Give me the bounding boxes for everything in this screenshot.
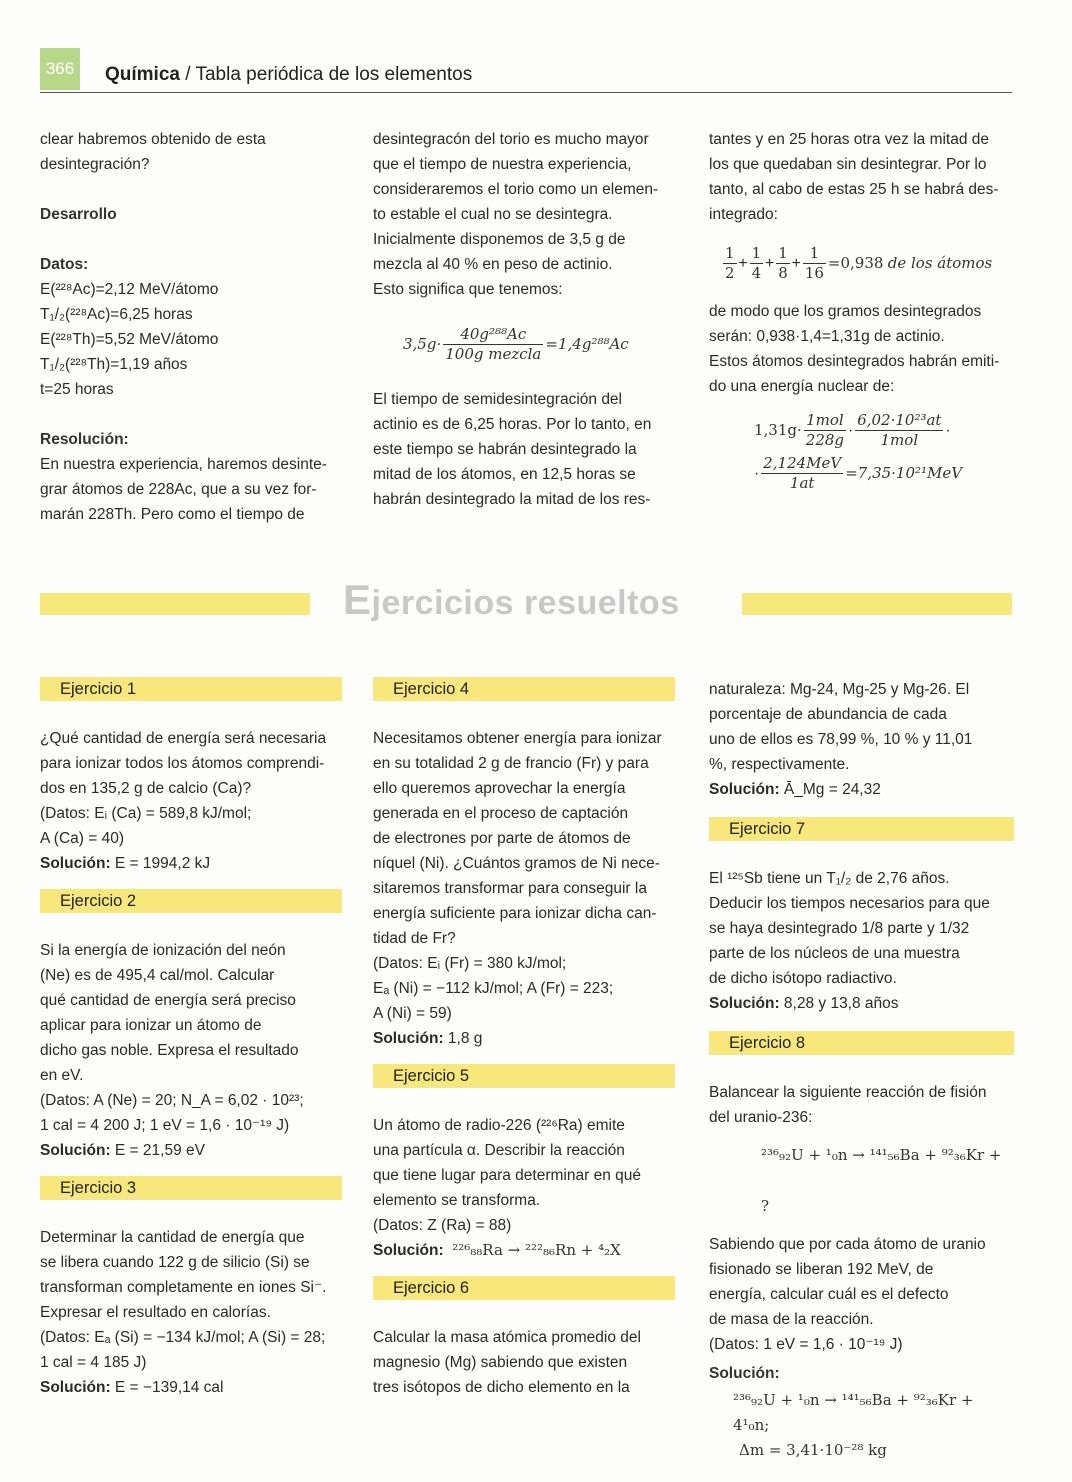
heading-resolucion: Resolución:	[40, 431, 129, 448]
text-line: actinio es de 6,25 horas. Por lo tanto, en	[373, 416, 652, 433]
banner-band-right	[742, 593, 1012, 615]
text-line: sitaremos transformar para conseguir la	[373, 880, 647, 897]
text-line: Eₐ (Ni) = −112 kJ/mol; A (Fr) = 223;	[373, 980, 614, 997]
equation-sum: $\frac{1}{2}$ + $\frac{1}{4}$ + $\frac{1}{8}$ + $\frac{1}{16}$ =0,938 de los átomos	[725, 243, 993, 282]
text-line: dicho gas noble. Expresa el resultado	[40, 1042, 299, 1059]
energy-result: =7,35·10²¹MeV	[845, 464, 963, 482]
text-line: Calcular la masa atómica promedio del	[373, 1329, 641, 1346]
text-line: este tiempo se habrán desintegrado la	[373, 441, 637, 458]
exercise-3-label: Ejercicio 3	[40, 1176, 342, 1200]
section-title-initial: E	[343, 576, 372, 623]
text-line: uno de ellos es 78,99 %, 10 % y 11,01	[709, 731, 973, 748]
text-line: to estable el cual no se desintegra.	[373, 206, 613, 223]
text-line: Expresar el resultado en calorías.	[40, 1304, 271, 1321]
text-line: Balancear la siguiente reacción de fisión	[709, 1084, 987, 1101]
text-line: %, respectivamente.	[709, 756, 850, 773]
header-rule	[40, 92, 1012, 93]
top-column-3	[709, 127, 1019, 493]
exercise-2-label: Ejercicio 2	[40, 889, 342, 913]
text-line: para ionizar todos los átomos comprendi-	[40, 755, 325, 772]
text-line: integrado:	[709, 206, 778, 223]
frac-sixteenth: $\frac{1}{16}$	[804, 243, 824, 282]
text-line: Un átomo de radio-226 (²²⁶Ra) emite	[373, 1117, 625, 1134]
header-separator: /	[179, 64, 196, 85]
frac-mol: $\frac{\text{1mol}}{228g}$	[805, 411, 845, 449]
exercise-7-label: Ejercicio 7	[709, 817, 1014, 841]
data-line: E(²²⁸Th)=5,52 MeV/átomo	[40, 331, 219, 348]
section-title-rest: jercicios resueltos	[371, 584, 680, 622]
exercise-column-3	[709, 677, 1014, 1463]
text-line: En nuestra experiencia, haremos desinte-	[40, 456, 327, 473]
text-line: parte de los núcleos de una muestra	[709, 945, 960, 962]
text-line: (Datos: Eᵢ (Ca) = 589,8 kJ/mol;	[40, 805, 252, 822]
exercise-7-solution: Solución: 8,28 y 13,8 años	[709, 995, 899, 1012]
text-line: se libera cuando 122 g de silicio (Si) se	[40, 1254, 310, 1271]
text-line: marán 228Th. Pero como el tiempo de	[40, 506, 305, 523]
text-line: Deducir los tiempos necesarios para que	[709, 895, 990, 912]
text-line: (Datos: Eₐ (Si) = −134 kJ/mol; A (Si) = 28;	[40, 1329, 326, 1346]
text-line: qué cantidad de energía será preciso	[40, 992, 296, 1009]
eq-lhs: 3,5g·	[403, 335, 442, 353]
text-line: del uranio-236:	[709, 1109, 813, 1126]
exercise-1-solution: Solución: E = 1994,2 kJ	[40, 855, 211, 872]
text-line: serán: 0,938·1,4=1,31g de actinio.	[709, 328, 945, 345]
text-line: los que quedaban sin desintegrar. Por lo	[709, 156, 987, 173]
exercise-column-2	[373, 677, 675, 1400]
text-line: tres isótopos de dicho elemento en la	[373, 1379, 630, 1396]
text-line: magnesio (Mg) sabiendo que existen	[373, 1354, 628, 1371]
frac-energy: $\frac{\text{2,124MeV}}{1at}$	[763, 454, 842, 492]
data-line: E(²²⁸Ac)=2,12 MeV/átomo	[40, 281, 219, 298]
exercise-2-solution: Solución: E = 21,59 eV	[40, 1142, 205, 1159]
banner-band-left	[40, 593, 310, 615]
text-line: Esto significa que tenemos:	[373, 281, 563, 298]
header-section: Tabla periódica de los elementos	[195, 64, 473, 85]
running-header	[105, 64, 472, 86]
equation-mass	[373, 302, 683, 387]
energy-lhs: 1,31g·	[754, 421, 802, 439]
fission-equation: ²³⁶₉₂U + ¹₀n → ¹⁴¹₅₆Ba + ⁹²₃₆Kr + ?	[761, 1146, 1002, 1215]
text-line: níquel (Ni). ¿Cuántos gramos de Ni nece-	[373, 855, 660, 872]
text-line: Determinar la cantidad de energía que	[40, 1229, 305, 1246]
text-line: transforman completamente en iones Si⁻.	[40, 1279, 327, 1296]
text-line: Necesitamos obtener energía para ionizar	[373, 730, 662, 747]
eq-fraction	[443, 325, 543, 364]
text-line: que el tiempo de nuestra experiencia,	[373, 156, 632, 173]
text-line: grar átomos de 228Ac, que a su vez for-	[40, 481, 317, 498]
text-line: aplicar para ionizar un átomo de	[40, 1017, 262, 1034]
eq-rhs: =1,4g²⁸⁸Ac	[545, 335, 629, 353]
text-line: (Datos: Eᵢ (Fr) = 380 kJ/mol;	[373, 955, 567, 972]
text-line: de dicho isótopo radiactivo.	[709, 970, 897, 987]
equation-energy: 1,31g· $\frac{\text{1mol}}{228g}$ · $\frac{\text{6,02·10²³at}}{\text{1mol}}$ · · $\frac{\text{2,124MeV}}{1at}$ =7,35·10²¹MeV	[754, 411, 963, 492]
text-line: tidad de Fr?	[373, 930, 456, 947]
exercise-5-solution: Solución: ²²⁶₈₈Ra → ²²²₈₆Rn + ⁴₂X	[373, 1241, 621, 1259]
text-line: ¿Qué cantidad de energía será necesaria	[40, 730, 327, 747]
page-number: 366	[40, 48, 80, 90]
frac-eighth: $\frac{1}{8}$	[778, 243, 788, 282]
text-line: que tiene lugar para determinar en qué	[373, 1167, 641, 1184]
text-line: fisionado se liberan 192 MeV, de	[709, 1261, 934, 1278]
text-line: habrán desintegrado la mitad de los res-	[373, 491, 651, 508]
text-line: Si la energía de ionización del neón	[40, 942, 286, 959]
text-line: Inicialmente disponemos de 3,5 g de	[373, 231, 626, 248]
exercise-1-label: Ejercicio 1	[40, 677, 342, 701]
text-line: generada en el proceso de captación	[373, 805, 629, 822]
exercise-8-label: Ejercicio 8	[709, 1031, 1014, 1055]
exercise-column-1	[40, 677, 342, 1400]
text-line: mezcla al 40 % en peso de actinio.	[373, 256, 613, 273]
text-line: A (Ca) = 40)	[40, 830, 124, 847]
data-line: T₁/₂(²²⁸Th)=1,19 años	[40, 356, 188, 373]
text-line: elemento se transforma.	[373, 1192, 541, 1209]
text-line: El ¹²⁵Sb tiene un T₁/₂ de 2,76 años.	[709, 870, 950, 887]
text-line: una partícula α. Describir la reacción	[373, 1142, 625, 1159]
text-line: (Datos: Z (Ra) = 88)	[373, 1217, 512, 1234]
text-line: dos en 135,2 g de calcio (Ca)?	[40, 780, 252, 797]
exercise-8-solution-label: Solución:	[709, 1365, 780, 1382]
exercise-8-solution-eq: ²³⁶₉₂U + ¹₀n → ¹⁴¹₅₆Ba + ⁹²₃₆Kr + 4¹₀n;	[733, 1391, 974, 1434]
top-column-2	[373, 127, 683, 512]
text-line: porcentaje de abundancia de cada	[709, 706, 947, 723]
frac-half: $\frac{1}{2}$	[725, 243, 735, 282]
sum-result: =0,938	[827, 253, 884, 272]
text-line: tanto, al cabo de estas 25 h se habrá des-	[709, 181, 999, 198]
text-line: ello queremos aprovechar la energía	[373, 780, 626, 797]
text-line: 1 cal = 4 185 J)	[40, 1354, 147, 1371]
header-subject: Química	[105, 64, 180, 85]
eq-denominator: 100g mezcla	[445, 345, 542, 363]
text-line: de electrones por parte de átomos de	[373, 830, 631, 847]
heading-desarrollo: Desarrollo	[40, 206, 117, 223]
eq-numerator: 40g²⁸⁸Ac	[443, 325, 543, 345]
text-line: en su totalidad 2 g de francio (Fr) y para	[373, 755, 649, 772]
text-line: de modo que los gramos desintegrados	[709, 303, 982, 320]
exercise-6-solution: Solución: Ā_Mg = 24,32	[709, 781, 881, 798]
text-line: (Datos: 1 eV = 1,6 · 10⁻¹⁹ J)	[709, 1336, 903, 1353]
frac-avogadro: $\frac{\text{6,02·10²³at}}{\text{1mol}}$	[857, 411, 942, 449]
text-line: de masa de la reacción.	[709, 1311, 874, 1328]
frac-quarter: $\frac{1}{4}$	[751, 243, 762, 282]
section-title	[343, 576, 680, 624]
text-line: El tiempo de semidesintegración del	[373, 391, 622, 408]
exercise-5-label: Ejercicio 5	[373, 1064, 675, 1088]
text-line: desintegracón del torio es mucho mayor	[373, 131, 649, 148]
text-line: (Datos: A (Ne) = 20; N_A = 6,02 · 10²³;	[40, 1092, 304, 1109]
text-line: desintegración?	[40, 156, 150, 173]
exercise-3-solution: Solución: E = −139,14 cal	[40, 1379, 224, 1396]
exercise-8-solution-mass: Δm = 3,41·10⁻²⁸ kg	[739, 1441, 887, 1459]
text-line: tantes y en 25 horas otra vez la mitad de	[709, 131, 990, 148]
text-line: do una energía nuclear de:	[709, 378, 895, 395]
text-line: Estos átomos desintegrados habrán emiti-	[709, 353, 1000, 370]
exercise-4-solution: Solución: 1,8 g	[373, 1030, 483, 1047]
data-line: T₁/₂(²²⁸Ac)=6,25 horas	[40, 306, 193, 323]
heading-datos: Datos:	[40, 256, 89, 273]
text-line: A (Ni) = 59)	[373, 1005, 452, 1022]
top-column-1	[40, 127, 340, 527]
text-line: clear habremos obtenido de esta	[40, 131, 266, 148]
text-line: naturaleza: Mg-24, Mg-25 y Mg-26. El	[709, 681, 970, 698]
text-line: energía suficiente para ionizar dicha can-	[373, 905, 657, 922]
data-line: t=25 horas	[40, 381, 114, 398]
text-line: mitad de los átomos, en 12,5 horas se	[373, 466, 636, 483]
exercise-6-label: Ejercicio 6	[373, 1276, 675, 1300]
text-line: (Ne) es de 495,4 cal/mol. Calcular	[40, 967, 275, 984]
exercise-4-label: Ejercicio 4	[373, 677, 675, 701]
text-line: en eV.	[40, 1067, 84, 1084]
text-line: 1 cal = 4 200 J; 1 eV = 1,6 · 10⁻¹⁹ J)	[40, 1117, 290, 1134]
text-line: se haya desintegrado 1/8 parte y 1/32	[709, 920, 970, 937]
text-line: consideraremos el torio como un elemen-	[373, 181, 659, 198]
text-line: Sabiendo que por cada átomo de uranio	[709, 1236, 986, 1253]
text-line: energía, calcular cuál es el defecto	[709, 1286, 949, 1303]
sum-tail: de los átomos	[887, 253, 993, 272]
